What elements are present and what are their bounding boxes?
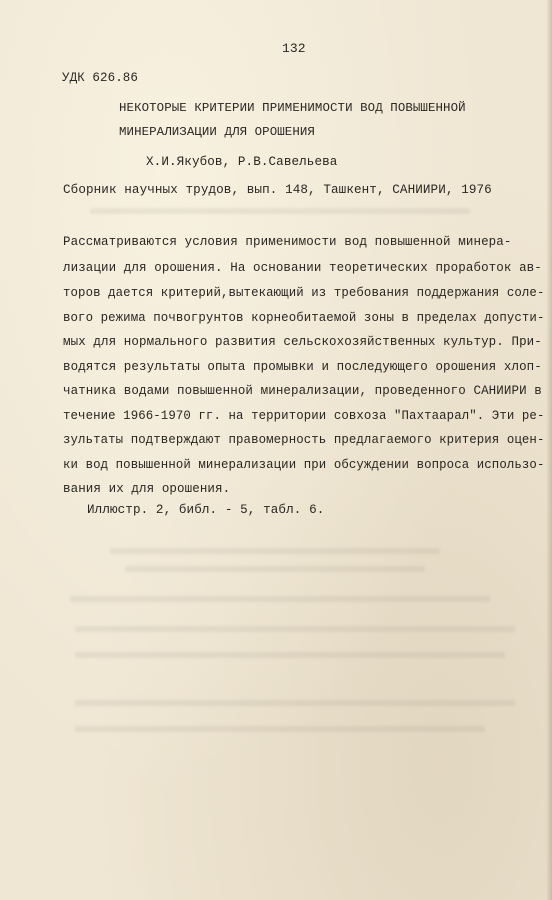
abstract-line: водятся результаты опыта промывки и последующего орошения хлоп- [63,360,542,374]
article-title-line-1: НЕКОТОРЫЕ КРИТЕРИИ ПРИМЕНИМОСТИ ВОД ПОВЫШЕННОЙ [119,101,466,115]
abstract-line: лизации для орошения. На основании теоретических проработок ав- [63,261,542,275]
abstract-line: вания их для орошения. [63,482,231,496]
bleed-through [125,566,425,572]
bibliographic-note: Иллюстр. 2, библ. - 5, табл. 6. [87,503,325,517]
bleed-through [75,700,515,706]
publication-source: Сборник научных трудов, вып. 148, Ташкент, САНИИРИ, 1976 [63,183,492,197]
bleed-through [70,596,490,602]
article-title-line-2: МИНЕРАЛИЗАЦИИ ДЛЯ ОРОШЕНИЯ [119,125,315,139]
abstract-line: чатника водами повышенной минерализации, проведенного САНИИРИ в [63,384,542,398]
abstract-line: ки вод повышенной минерализации при обсуждении вопроса использо- [63,458,545,472]
bleed-through [75,726,485,732]
bleed-through [75,626,515,632]
bleed-through [90,208,470,214]
abstract-line: течение 1966-1970 гг. на территории совхоза "Пахтаарал". Эти ре- [63,409,545,423]
abstract-line: торов дается критерий,вытекающий из требования поддержания соле- [63,286,545,300]
page-edge-shadow [546,0,552,900]
udk-code: УДК 626.86 [62,71,139,85]
abstract-line: Рассматриваются условия применимости вод повышенной минера- [63,235,512,249]
page-number: 132 [282,41,306,56]
bleed-through [75,652,505,658]
abstract-line: зультаты подтверждают правомерность предлагаемого критерия оцен- [63,433,545,447]
authors: Х.И.Якубов, Р.В.Савельева [146,155,338,169]
abstract-line: мых для нормального развития сельскохозяйственных культур. При- [63,335,542,349]
abstract-line: вого режима почвогрунтов корнеобитаемой зоны в пределах допусти- [63,311,545,325]
bleed-through [110,548,440,554]
